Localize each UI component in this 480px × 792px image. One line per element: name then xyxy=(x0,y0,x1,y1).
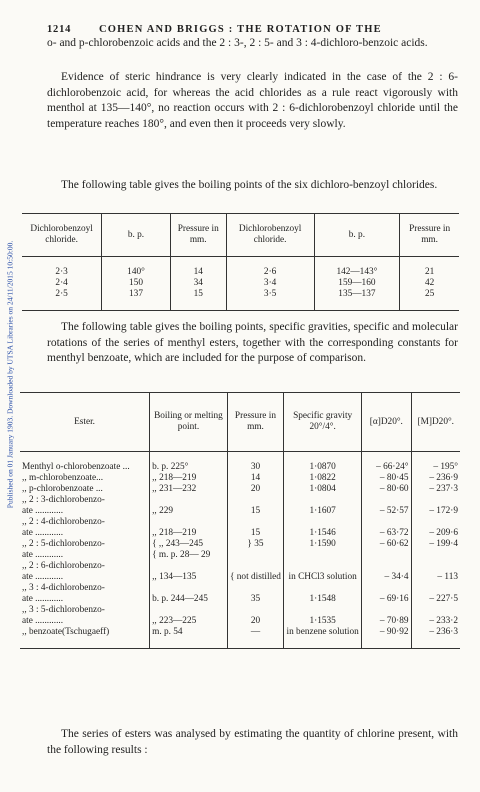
table-cell: } 35 xyxy=(227,539,283,550)
table-cell xyxy=(227,605,283,616)
page-number: 1214 xyxy=(47,24,72,35)
table-cell: { m. p. 28— 29 xyxy=(150,550,228,561)
download-watermark-text: Published on 01 January 1903. Downloaded by UTSA Libraries on 24/11/2015 10:50:00. xyxy=(5,240,15,509)
table-cell: 34 xyxy=(170,278,226,289)
table-cell: ate ............ xyxy=(22,616,64,626)
table-cell: 30 xyxy=(227,452,283,474)
table-cell: 1·0804 xyxy=(284,484,362,495)
table-cell: { not distilled xyxy=(227,572,283,583)
table-cell: b. p. 244—245 xyxy=(150,594,228,605)
table-cell: ,, 2 : 4-dichlorobenzo- xyxy=(22,517,105,527)
table-cell: ate ............ xyxy=(22,594,64,604)
table-row xyxy=(22,257,459,279)
table-cell: 14 xyxy=(227,473,283,484)
table-cell xyxy=(227,561,283,572)
table-cell: ate ............ xyxy=(22,572,64,582)
table-cell xyxy=(284,605,362,616)
table-cell: – 34·4 xyxy=(362,572,411,583)
table-row xyxy=(20,605,460,616)
table-cell xyxy=(227,550,283,561)
table-cell: – 66·24° xyxy=(362,452,411,474)
table-cell xyxy=(362,495,411,506)
col-header: Pressure in mm. xyxy=(227,393,283,452)
table-cell: – 199·4 xyxy=(411,539,460,550)
table-cell: 1·1590 xyxy=(284,539,362,550)
table-cell: 1·1607 xyxy=(284,506,362,517)
col-header: [M]D20°. xyxy=(411,393,460,452)
table-cell xyxy=(227,583,283,594)
table-cell: 15 xyxy=(227,528,283,539)
col-header: Pressure in mm. xyxy=(170,214,226,257)
table-cell: ,, 3 : 4-dichlorobenzo- xyxy=(22,583,105,593)
table-cell: ,, m-chlorobenzoate... xyxy=(22,473,104,483)
table-cell: – 52·57 xyxy=(362,506,411,517)
table-cell: 20 xyxy=(227,484,283,495)
col-header: b. p. xyxy=(102,214,171,257)
table-cell: ,, 3 : 5-dichlorobenzo- xyxy=(22,605,105,615)
table-cell: – 80·45 xyxy=(362,473,411,484)
table-cell: ,, 218—219 xyxy=(150,528,228,539)
table-row xyxy=(20,473,460,484)
table-body xyxy=(20,452,460,649)
table-cell: ,, 231—232 xyxy=(150,484,228,495)
table-cell: 25 xyxy=(400,289,459,311)
table-row xyxy=(20,495,460,506)
table-cell: 159—160 xyxy=(314,278,400,289)
table-cell: 1·1548 xyxy=(284,594,362,605)
table-boiling-points-chlorides xyxy=(22,213,459,311)
table-row xyxy=(20,627,460,649)
table-row xyxy=(20,572,460,583)
table-cell: 21 xyxy=(400,257,459,279)
table-cell xyxy=(411,583,460,594)
table-cell: – 63·72 xyxy=(362,528,411,539)
table-cell: 2·3 xyxy=(55,267,68,277)
table-cell xyxy=(284,583,362,594)
table-cell: ,, 134—135 xyxy=(150,572,228,583)
table-cell: ,, benzoate(Tschugaeff) xyxy=(20,627,150,649)
table-cell: – 90·92 xyxy=(362,627,411,649)
table-cell xyxy=(362,561,411,572)
table-cell: 1·1535 xyxy=(284,616,362,627)
table-row xyxy=(20,616,460,627)
table-cell: 2·5 xyxy=(22,289,102,311)
table-cell: – 70·89 xyxy=(362,616,411,627)
table-cell: 1·0870 xyxy=(284,452,362,474)
table-cell: 20 xyxy=(227,616,283,627)
table-cell: ate ............ xyxy=(22,550,64,560)
table-row xyxy=(20,550,460,561)
table-cell: – 172·9 xyxy=(411,506,460,517)
table-row xyxy=(20,539,460,550)
table-cell: m. p. 54 xyxy=(150,627,228,649)
table-cell: { ,, 243—245 xyxy=(150,539,228,550)
table-menthyl-esters xyxy=(20,392,460,649)
table-header-row xyxy=(22,214,459,257)
table-row xyxy=(20,561,460,572)
table-cell: ,, 2 : 6-dichlorobenzo- xyxy=(22,561,105,571)
col-header: Ester. xyxy=(20,393,150,452)
table-cell xyxy=(411,605,460,616)
table-row xyxy=(20,484,460,495)
table-cell: – 237·3 xyxy=(411,484,460,495)
table-cell: 3·4 xyxy=(226,278,314,289)
table-cell: ,, 2 : 5-dichlorobenzo- xyxy=(22,539,105,549)
col-header: Pressure in mm. xyxy=(400,214,459,257)
table-cell xyxy=(411,550,460,561)
paragraph-4: The following table gives the boiling points, specific gravities, specific and molecular rotations of the series of menthyl esters, together with the corresponding constants for menthyl benzoate, which are included for the purpose of comparison. xyxy=(47,321,458,364)
table-cell xyxy=(411,517,460,528)
table-cell xyxy=(411,561,460,572)
table-cell: 15 xyxy=(227,506,283,517)
table-cell: 42 xyxy=(400,278,459,289)
table-row xyxy=(20,594,460,605)
download-watermark xyxy=(2,80,16,680)
table-row xyxy=(20,528,460,539)
table-row xyxy=(20,517,460,528)
table-row xyxy=(22,289,459,311)
running-title: COHEN AND BRIGGS : THE ROTATION OF THE xyxy=(99,24,382,35)
table-cell xyxy=(284,495,362,506)
table-cell: 142—143° xyxy=(314,257,400,279)
table-cell: – 236·9 xyxy=(411,473,460,484)
col-header: Specific gravity 20°/4°. xyxy=(284,393,362,452)
paragraph-2: Evidence of steric hindrance is very clearly indicated in the case of the 2 : 6-dichlorobenzoic acid, for whereas the acid chlorides as a rule react vigorously with menthol at 135—140°, no reaction occurs with 2 : 6-dichlorobenzoyl chloride until the temperature reaches 180°, and even then it proceeds very slowly. xyxy=(47,71,458,130)
table-cell: 135—137 xyxy=(314,289,400,311)
table-cell: – 60·62 xyxy=(362,539,411,550)
table-cell: ,, 218—219 xyxy=(150,473,228,484)
table-cell: 3·5 xyxy=(226,289,314,311)
col-header: b. p. xyxy=(314,214,400,257)
table-cell xyxy=(150,495,228,506)
table-cell: — xyxy=(227,627,283,649)
table-cell xyxy=(150,517,228,528)
table-row xyxy=(20,452,460,474)
table-row xyxy=(20,506,460,517)
paragraph-1: o- and p-chlorobenzoic acids and the 2 : 3-, 2 : 5- and 3 : 4-dichloro-benzoic acids. xyxy=(47,37,428,49)
table-cell: 2·4 xyxy=(55,278,68,288)
table-cell xyxy=(284,517,362,528)
paragraph-3: The following table gives the boiling points of the six dichloro-benzoyl chlorides. xyxy=(61,179,438,191)
table-cell: ,, 223—225 xyxy=(150,616,228,627)
table-cell xyxy=(150,583,228,594)
table-cell: in benzene solution xyxy=(284,627,362,649)
table-cell: – 233·2 xyxy=(411,616,460,627)
table-row xyxy=(20,583,460,594)
paragraph-5: The series of esters was analysed by estimating the quantity of chlorine present, with the following results : xyxy=(47,728,458,756)
table-cell: 2·6 xyxy=(226,257,314,279)
table-cell: ate ............ xyxy=(22,506,64,516)
table-cell xyxy=(227,495,283,506)
table-cell: – 227·5 xyxy=(411,594,460,605)
table-cell: ,, p-chlorobenzoate ... xyxy=(22,484,103,494)
table-cell: 137 xyxy=(102,289,171,311)
table-cell: – 195° xyxy=(411,452,460,474)
table-cell xyxy=(284,561,362,572)
table-cell: 1·1546 xyxy=(284,528,362,539)
table-cell: b. p. 225° xyxy=(150,452,228,474)
table-cell xyxy=(362,605,411,616)
table-cell: ,, 2 : 3-dichlorobenzo- xyxy=(22,495,105,505)
table-cell: 35 xyxy=(227,594,283,605)
table-header-row xyxy=(20,393,460,452)
table-cell xyxy=(362,583,411,594)
col-header: [α]D20°. xyxy=(362,393,411,452)
table-cell: – 113 xyxy=(411,572,460,583)
table-cell: – 209·6 xyxy=(411,528,460,539)
table-cell: 150 xyxy=(102,278,171,289)
col-header: Dichlorobenzoyl chloride. xyxy=(226,214,314,257)
table-cell: 140° xyxy=(102,257,171,279)
table-cell xyxy=(227,517,283,528)
table-cell: 14 xyxy=(170,257,226,279)
table-row xyxy=(22,278,459,289)
table-cell xyxy=(284,550,362,561)
table-cell: – 236·3 xyxy=(411,627,460,649)
table-cell: 1·0822 xyxy=(284,473,362,484)
col-header: Dichlorobenzoyl chloride. xyxy=(22,214,102,257)
table-cell: ate ............ xyxy=(22,528,64,538)
table-cell: – 80·60 xyxy=(362,484,411,495)
table-cell xyxy=(362,550,411,561)
table-cell: ,, 229 xyxy=(150,506,228,517)
table-cell: 15 xyxy=(170,289,226,311)
col-header: Boiling or melting point. xyxy=(150,393,228,452)
table-cell: in CHCl3 solution xyxy=(284,572,362,583)
table-cell xyxy=(150,561,228,572)
table-cell xyxy=(150,605,228,616)
table-cell: Menthyl o-chlorobenzoate ... xyxy=(22,462,130,472)
table-cell xyxy=(411,495,460,506)
table-cell: – 69·16 xyxy=(362,594,411,605)
table-cell xyxy=(362,517,411,528)
